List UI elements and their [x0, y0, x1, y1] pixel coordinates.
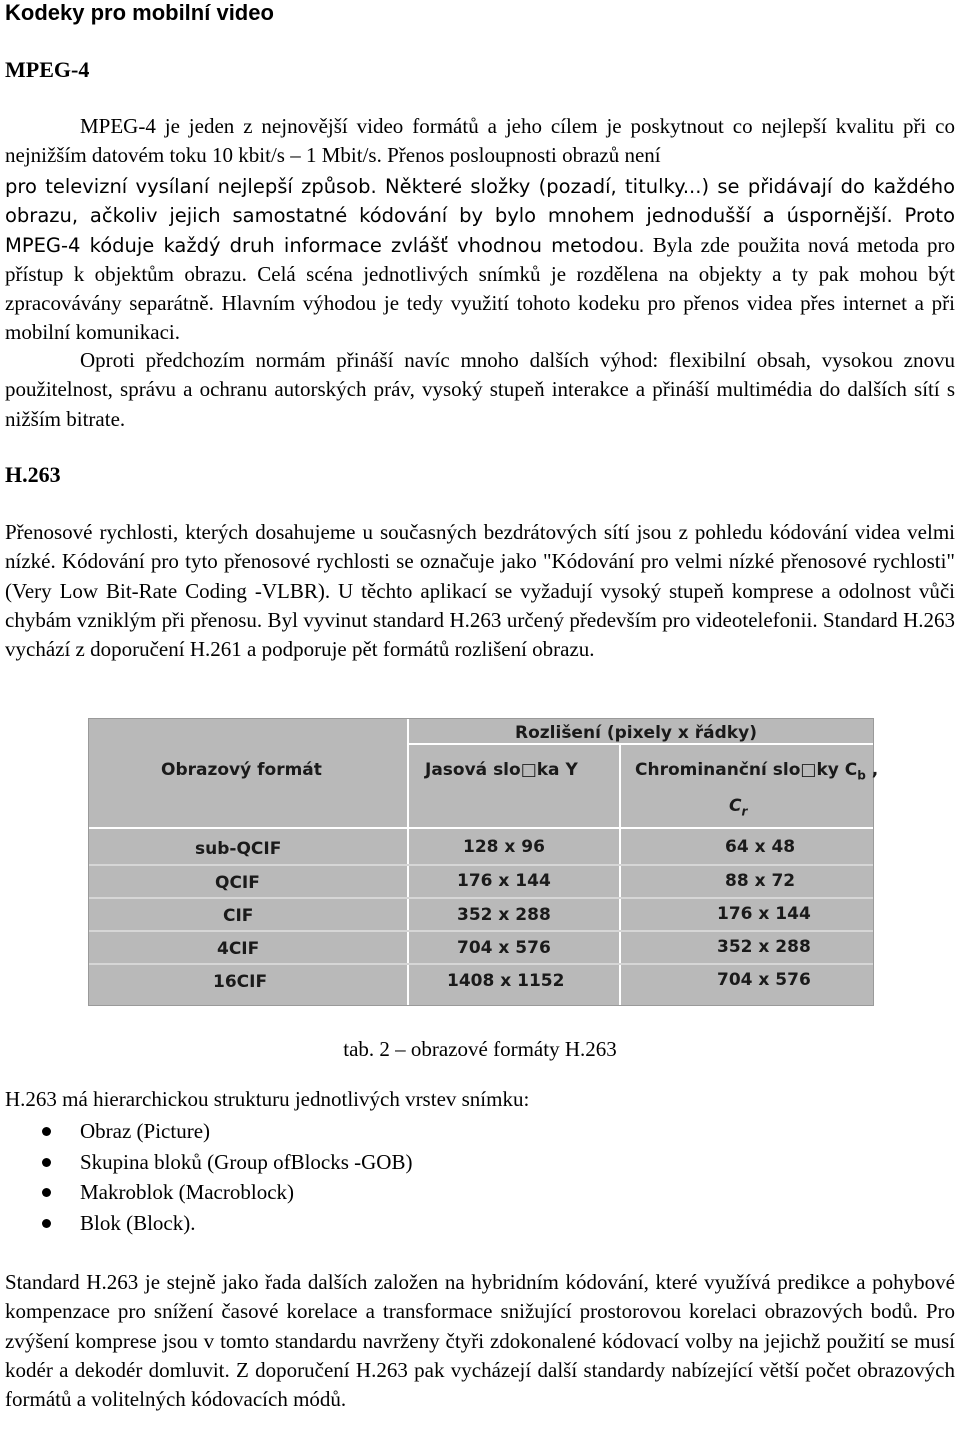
list-item-text: Skupina bloků (Group ofBlocks -GOB): [80, 1149, 413, 1174]
mpeg4-paragraph-1c-text: Byla zde použita nová metoda pro přístup k objektům obrazu. Celá scéna jednotlivých snímků je rozdělena na objekty a ty pak mohou být zpracovávány separátně. Hlavním výhodou je tedy využití tohoto kodeku pro přenos videa přes internet a při mobilní komunikaci.: [5, 232, 955, 345]
table-header-chroma-text: Chrominanční slo□ky C: [635, 760, 858, 780]
table-group-header: Rozlišení (pixely x řádky): [515, 723, 757, 743]
table-header-format: Obrazový formát: [161, 760, 322, 780]
list-item-text: Makroblok (Macroblock): [80, 1180, 295, 1204]
table-cell-chroma: 64 x 48: [725, 837, 796, 857]
table-cell-chroma: 352 x 288: [717, 937, 811, 957]
list-item: [0, 1116, 412, 1147]
mpeg4-paragraph-1b: [5, 172, 955, 348]
table-header-chroma-cr-text: C: [729, 796, 742, 816]
resolution-table: [88, 718, 879, 1006]
bullet-icon: [42, 1127, 51, 1136]
table-cell-luma: 176 x 144: [457, 871, 551, 891]
table-header-chroma-cr: [729, 796, 747, 818]
table-cell-format: sub-QCIF: [195, 839, 282, 859]
table-header-chroma: Chrominanční slo□ky $C_b$ ,: [635, 760, 879, 783]
table-header-chroma-sub: b: [857, 768, 866, 783]
hierarchy-list: [0, 1116, 412, 1238]
mpeg4-paragraph-1b-text: pro televizní vysílaní nejlepší způsob. Některé složky (pozadí, titulky...) se přidávají do každého obrazu, ačkoliv jejich samostatné kódování by bylo mnohem jednodušší a úspornější. Proto MPEG-4 kóduje každý druh informace zvlášť vhodnou metodou.: [5, 175, 955, 257]
table-cell-chroma: 704 x 576: [717, 970, 811, 990]
mpeg4-heading: MPEG-4: [5, 57, 90, 82]
table-header-luma: Jasová slo□ka Y: [425, 760, 578, 780]
list-item: [0, 1177, 412, 1208]
h263-paragraph-2: Standard H.263 je stejně jako řada dalších založen na hybridním kódování, které využívá predikce a pohybové kompenzace pro snížení časové korelace a transformace snižující prostorovou korelaci obrazových bodů. Pro zvýšení komprese jsou v tomto standardu navrženy čtyři zdokonalené kódovací volby na jejichž použití se musí kodér a dekodér domluvit. Z doporučení H.263 pak vycházejí další standardy nabízející větší počet obrazových formátů a volitelných kódovacích módů.: [5, 1270, 955, 1412]
list-item: [0, 1208, 412, 1239]
bullet-icon: [42, 1188, 51, 1197]
h263-heading: H.263: [5, 462, 61, 487]
table-header-chroma-cr-sub: r: [741, 804, 748, 819]
table-cell-format: QCIF: [215, 873, 260, 893]
bullet-icon: [42, 1219, 51, 1228]
list-item-text: Obraz (Picture): [80, 1119, 211, 1143]
page-title: Kodeky pro mobilní video: [5, 0, 274, 25]
table-cell-chroma: 88 x 72: [725, 871, 796, 891]
bullet-icon: [42, 1158, 51, 1167]
table-cell-format: 16CIF: [213, 972, 268, 992]
mpeg4-paragraph-1a: MPEG-4 je jeden z nejnovější video formátů a jeho cílem je poskytnout co nejlepší kvalitu při co nejnižším datovém toku 10 kbit/s – 1 Mbit/s. Přenos posloupnosti obrazů není: [5, 114, 955, 168]
table-cell-luma: 704 x 576: [457, 938, 551, 958]
table-cell-chroma: 176 x 144: [717, 904, 811, 924]
table-cell-luma: 352 x 288: [457, 905, 551, 925]
table-cell-luma: 128 x 96: [463, 837, 545, 857]
list-item-text: Blok (Block).: [80, 1210, 196, 1235]
table-cell-luma: 1408 x 1152: [447, 971, 565, 991]
h263-paragraph-1: Přenosové rychlosti, kterých dosahujeme u současných bezdrátových sítí jsou z pohledu kódování videa velmi nízké. Kódování pro tyto přenosové rychlosti se označuje jako "Kódování pro velmi nízké přenosové rychlosti" (Very Low Bit-Rate Coding -VLBR). U těchto aplikací se vyžadují vysoký stupeň komprese a odolnost vůči chybám vzniklým při přenosu. Byl vyvinut standard H.263 určený především pro videotelefonii. Standard H.263 vychází z doporučení H.261 a podporuje pět formátů rozlišení obrazu.: [5, 520, 955, 662]
table-cell-format: 4CIF: [217, 939, 260, 959]
list-item: [0, 1147, 412, 1178]
table-caption: tab. 2 – obrazové formáty H.263: [343, 1037, 617, 1061]
mpeg4-paragraph-2: Oproti předchozím normám přináší navíc mnoho dalších výhod: flexibilní obsah, vysokou znovu použitelnost, správu a ochranu autorských práv, vysoký stupeň interakce a přináší multimédia do dalších sítí s nižším bitrate.: [5, 348, 955, 431]
hierarchy-intro: H.263 má hierarchickou strukturu jednotlivých vrstev snímku:: [5, 1087, 530, 1111]
table-cell-format: CIF: [223, 906, 254, 926]
